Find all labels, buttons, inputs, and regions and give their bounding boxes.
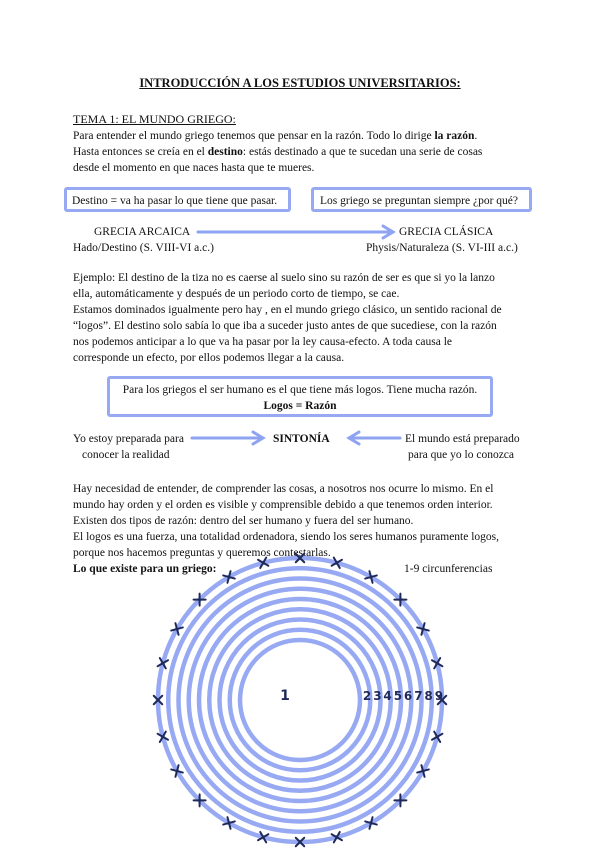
grecia-clasica-sub: Physis/Naturaleza (S. VI-III a.c.) [366, 242, 518, 254]
grecia-clasica-label: GRECIA CLÁSICA [399, 226, 494, 238]
sintonia-right-2: para que yo lo conozca [408, 449, 515, 461]
circunferencias-label: 1-9 circunferencias [404, 563, 493, 575]
ejemplo-line: Ejemplo: El destino de la tiza no es caerse al suelo sino su razón de ser es que si yo la lanzo [73, 272, 495, 284]
sintonia-left-1: Yo estoy preparada para [73, 433, 184, 445]
circle-label-6: 6 [403, 689, 413, 703]
circle-label-8: 8 [424, 689, 433, 703]
circle-ring-3 [220, 620, 381, 781]
circle-label-7: 7 [414, 689, 423, 703]
intro-text: Hasta entonces se creía en el [73, 146, 208, 158]
circle-label-3: 3 [373, 689, 382, 703]
intro-bold-destino: destino [207, 146, 243, 158]
destino-box-text: Destino = va ha pasar lo que tiene que pasar. [72, 195, 278, 207]
sintonia-left-2: conocer la realidad [82, 449, 170, 461]
intro-bold-razon: la razón [434, 130, 475, 142]
circle-ring-1 [240, 640, 360, 760]
ejemplo-line: Estamos dominados igualmente pero hay , en el mundo griego clásico, un sentido racional de [73, 304, 502, 316]
sintonia-right-1: El mundo está preparado [405, 433, 520, 445]
circle-label-9: 9 [434, 689, 444, 703]
intro-text: . [474, 130, 478, 142]
circle-label-4: 4 [383, 689, 392, 703]
circle-label-1: 1 [280, 688, 290, 704]
ejemplo-line: corresponde un efecto, por ellos podemos llegar a la causa. [73, 352, 345, 364]
grecia-arcaica-sub: Hado/Destino (S. VIII-VI a.c.) [73, 242, 214, 254]
circle-ring-2 [230, 630, 371, 771]
ejemplo-line: ella, automáticamente y después de un periodo corto de tiempo, se cae. [73, 288, 400, 300]
necesidad-line: porque nos hacemos preguntas y queremos contestarlas. [73, 547, 331, 559]
griegos-box-text: Los griego se preguntan siempre ¿por qué? [320, 195, 518, 207]
intro-line-3: desde el momento en que naces hasta que te mueres. [73, 162, 315, 174]
intro-text: : estás destinado a que te sucedan una serie de cosas [242, 146, 483, 158]
circle-label-2: 2 [362, 689, 372, 703]
ejemplo-line: nos podemos anticipar a lo que va ha pasar por la ley causa-efecto. A toda causa le [73, 336, 453, 348]
grecia-arcaica-label: GRECIA ARCAICA [94, 226, 191, 238]
necesidad-line: El logos es una fuerza, una totalidad ordenadora, siendo los seres humanos puramente logos, [73, 531, 500, 543]
section-heading: TEMA 1: EL MUNDO GRIEGO: [73, 112, 236, 126]
lo-que-existe-label: Lo que existe para un griego: [73, 563, 217, 575]
logos-box-line-1: Para los griegos el ser humano es el que tiene más logos. Tiene mucha razón. [122, 384, 478, 396]
ejemplo-line: “logos”. El destino solo sabía lo que iba a suceder justo antes de que sucediese, con la razón [73, 320, 497, 332]
necesidad-line: Hay necesidad de entender, de comprender las cosas, a nosotros nos ocurre lo mismo. En el [73, 483, 494, 495]
logos-box-line-2: Logos = Razón [263, 400, 337, 412]
circle-label-5: 5 [393, 689, 403, 703]
necesidad-line: mundo hay orden y el orden es visible y comprensible debido a que tenemos orden interior. [73, 499, 493, 511]
document-title: INTRODUCCIÓN A LOS ESTUDIOS UNIVERSITARIOS: [139, 76, 461, 90]
intro-text: Para entender el mundo griego tenemos que pensar en la razón. Todo lo dirige [73, 130, 435, 142]
sintonia-center: SINTONÍA [273, 433, 330, 445]
necesidad-line: Existen dos tipos de razón: dentro del ser humano y fuera del ser humano. [73, 515, 414, 527]
